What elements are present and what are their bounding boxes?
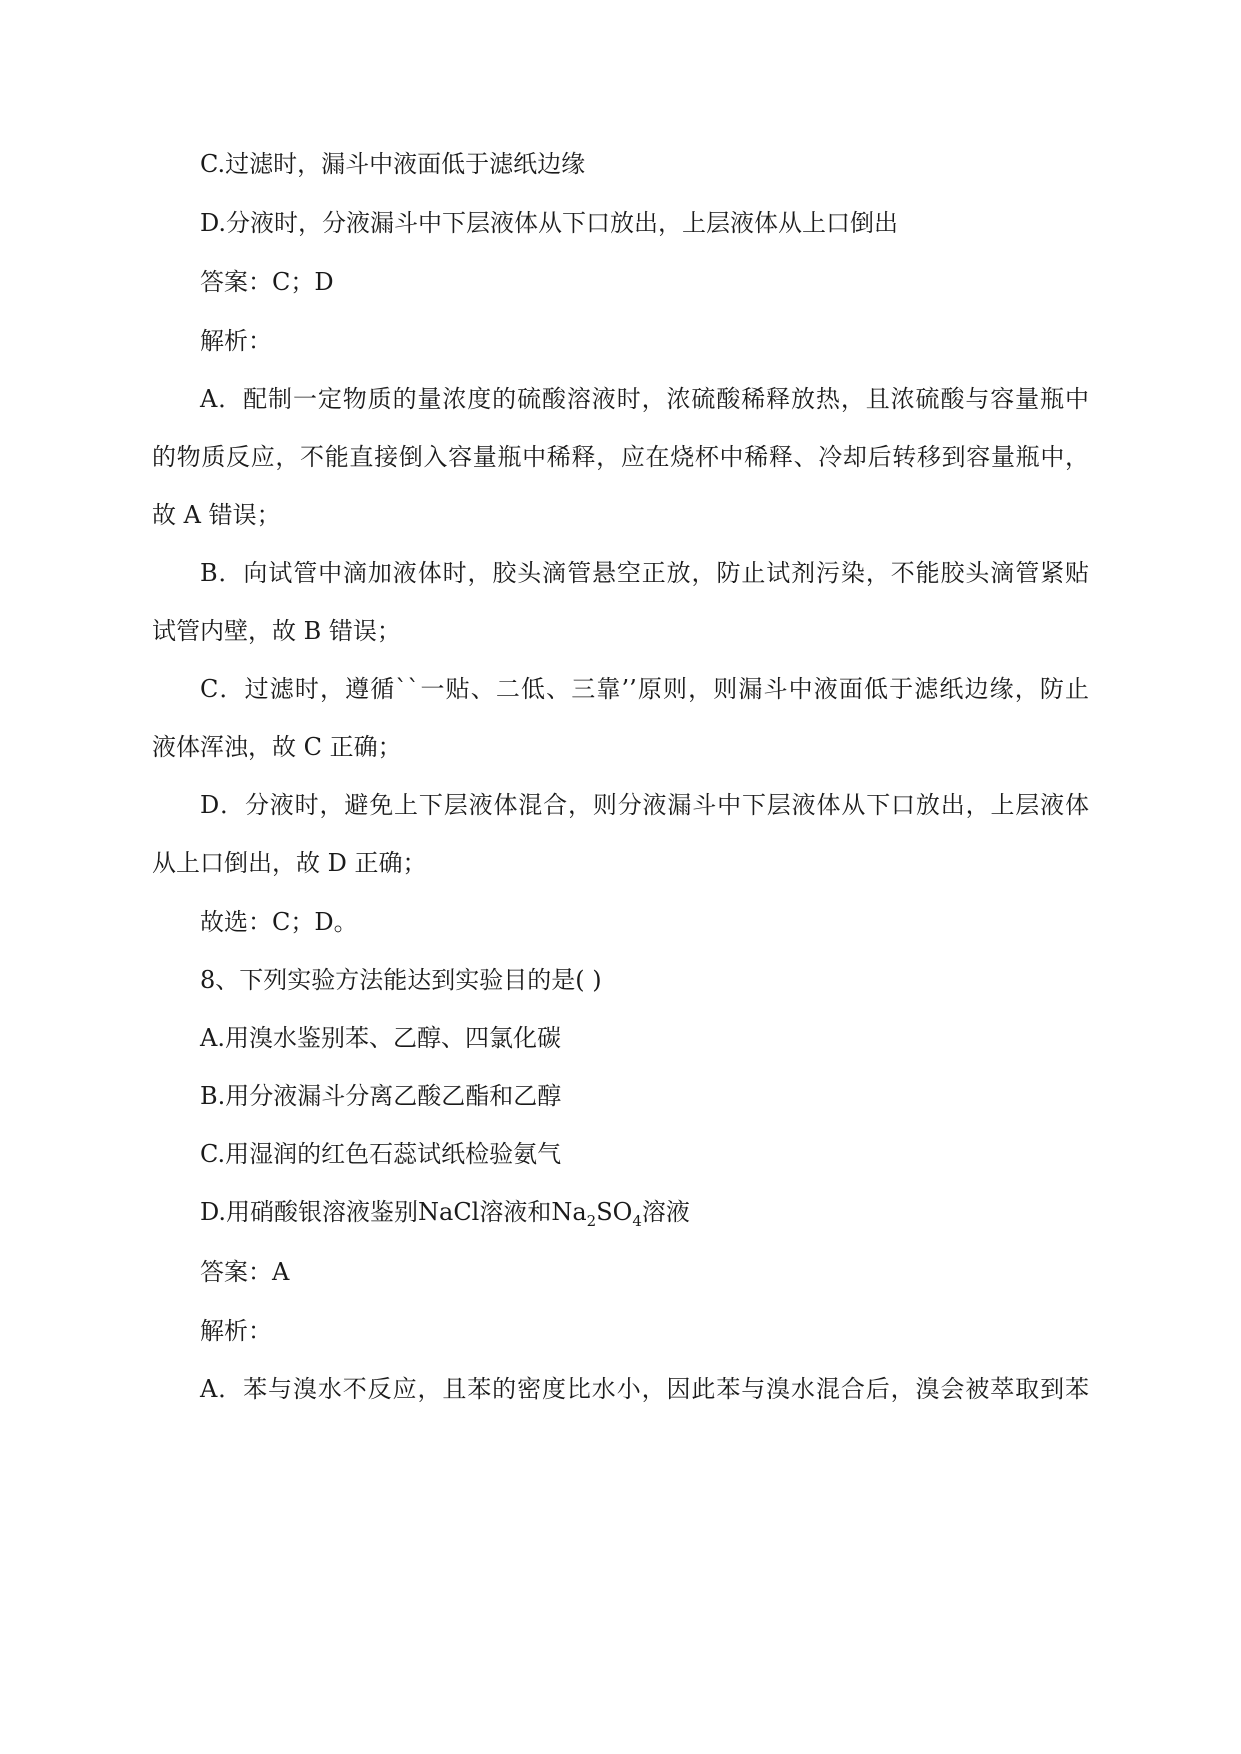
question-8: 8、下列实验方法能达到实验目的是( ) [200, 966, 602, 994]
analysis-a-line1: A．配制一定物质的量浓度的硫酸溶液时，浓硫酸稀释放热，且浓硫酸与容量瓶中 [200, 385, 1089, 413]
analysis-c-line1: C．过滤时，遵循``一贴、二低、三靠’’原则，则漏斗中液面低于滤纸边缘，防止 [200, 675, 1089, 703]
conclusion: 故选：C；D。 [200, 908, 358, 936]
option-d-prev: D.分液时，分液漏斗中下层液体从下口放出，上层液体从上口倒出 [200, 209, 899, 237]
option-c-prev: C.过滤时，漏斗中液面低于滤纸边缘 [200, 150, 586, 178]
analysis-a-line2: 的物质反应，不能直接倒入容量瓶中稀释，应在烧杯中稀释、冷却后转移到容量瓶中， [152, 443, 1089, 471]
analysis-d-line2: 从上口倒出，故 D 正确； [152, 849, 427, 877]
option-d-prefix: D.用硝酸银溶液鉴别NaCl溶液和Na [200, 1198, 587, 1226]
analysis-b-line1: B．向试管中滴加液体时，胶头滴管悬空正放，防止试剂污染，不能胶头滴管紧贴 [200, 559, 1089, 587]
question-8-option-b: B.用分液漏斗分离乙酸乙酯和乙醇 [200, 1082, 562, 1110]
question-8-option-c: C.用湿润的红色石蕊试纸检验氨气 [200, 1140, 562, 1168]
analysis-b-line2: 试管内壁，故 B 错误； [152, 617, 401, 645]
analysis-8-a-line1: A．苯与溴水不反应，且苯的密度比水小，因此苯与溴水混合后，溴会被萃取到苯 [200, 1375, 1089, 1403]
subscript-4: 4 [632, 1212, 642, 1230]
question-8-option-a: A.用溴水鉴别苯、乙醇、四氯化碳 [200, 1024, 561, 1052]
analysis-label-prev: 解析： [200, 327, 272, 355]
answer-prev: 答案：C；D [200, 268, 334, 296]
answer-8: 答案：A [200, 1258, 290, 1286]
analysis-a-line3: 故 A 错误； [152, 501, 281, 529]
option-d-mid: SO [596, 1198, 633, 1226]
analysis-c-line2: 液体浑浊，故 C 正确； [152, 733, 402, 761]
question-8-option-d [200, 1196, 690, 1228]
option-d-suffix: 溶液 [641, 1198, 690, 1226]
analysis-d-line1: D．分液时，避免上下层液体混合，则分液漏斗中下层液体从下口放出，上层液体 [200, 791, 1089, 819]
analysis-label-8: 解析： [200, 1317, 272, 1345]
subscript-2: 2 [586, 1212, 597, 1230]
